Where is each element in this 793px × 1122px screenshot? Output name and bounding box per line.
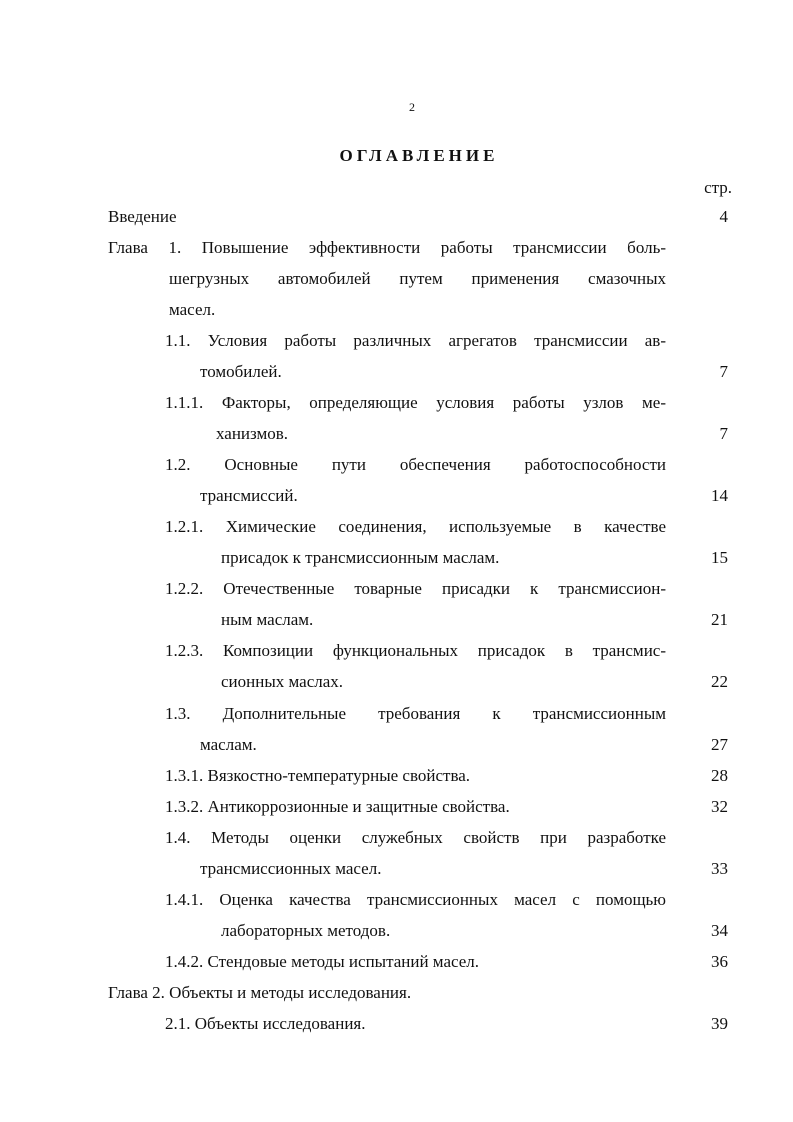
page-number: 2 <box>409 100 415 114</box>
toc-entry-title: 1.2.2. Отечественные товарные присадки к трансмиссион- <box>165 579 666 598</box>
toc-entry-title: 1.4.2. Стендовые методы испытаний масел. <box>165 952 480 971</box>
toc-entry-title: 1.2. Основные пути обеспечения работоспособности <box>165 455 666 474</box>
toc-entry-title: 1.3.2. Антикоррозионные и защитные свойства. <box>165 797 510 816</box>
toc-entry-page: 21 <box>711 610 728 629</box>
toc-entry-title: маслам. <box>200 735 257 754</box>
toc-entry-page: 28 <box>711 766 728 785</box>
toc-entry-title: присадок к трансмиссионным маслам. <box>221 548 500 567</box>
page-column-header: стр. <box>704 178 732 197</box>
toc-entry-title: 1.1. Условия работы различных агрегатов трансмиссии ав- <box>165 331 666 350</box>
toc-entry-title: томобилей. <box>200 362 282 381</box>
toc-entry-page: 4 <box>719 207 728 226</box>
toc-entry-title: Глава 2. Объекты и методы исследования. <box>108 983 412 1002</box>
toc-entry-title: ханизмов. <box>216 424 289 443</box>
toc-entry-page: 7 <box>719 424 728 443</box>
toc-entry-page: 36 <box>711 952 728 971</box>
toc-entry-title: 2.1. Объекты исследования. <box>165 1014 366 1033</box>
toc-entry-page: 32 <box>711 797 728 816</box>
toc-entry-page: 27 <box>711 735 728 754</box>
toc-entry-title: 1.2.1. Химические соединения, используемые в качестве <box>165 517 666 536</box>
toc-entry-page: 34 <box>711 921 728 940</box>
toc-entry-title: Введение <box>108 207 177 226</box>
toc-entry-title: ным маслам. <box>221 610 314 629</box>
toc-entry-title: масел. <box>169 300 216 319</box>
toc-entry-title: трансмиссионных масел. <box>200 859 382 878</box>
toc-entry-title: 1.4.1. Оценка качества трансмиссионных масел с помощью <box>165 890 666 909</box>
toc-entry-title: Глава 1. Повышение эффективности работы трансмиссии боль- <box>108 238 666 257</box>
toc-entry-title: 1.3.1. Вязкостно-температурные свойства. <box>165 766 471 785</box>
toc-entry-page: 14 <box>711 486 728 505</box>
toc-entry-title: 1.2.3. Композиции функциональных присадок в трансмис- <box>165 641 666 660</box>
toc-entry-title: 1.4. Методы оценки служебных свойств при разработке <box>165 828 666 847</box>
toc-entry-page: 15 <box>711 548 728 567</box>
toc-entry-title: 1.3. Дополнительные требования к трансмиссионным <box>165 704 666 723</box>
toc-entry-title: 1.1.1. Факторы, определяющие условия работы узлов ме- <box>165 393 666 412</box>
toc-entry-page: 22 <box>711 672 728 691</box>
toc-entry-page: 7 <box>719 362 728 381</box>
toc-entry-title: шегрузных автомобилей путем применения смазочных <box>169 269 666 288</box>
toc-entry-page: 33 <box>711 859 728 878</box>
toc-entry-title: лабораторных методов. <box>221 921 391 940</box>
toc-entry-page: 39 <box>711 1014 728 1033</box>
toc-entry-title: сионных маслах. <box>221 672 344 691</box>
toc-title: ОГЛАВЛЕНИЕ <box>339 146 499 165</box>
toc-entry-title: трансмиссий. <box>200 486 298 505</box>
